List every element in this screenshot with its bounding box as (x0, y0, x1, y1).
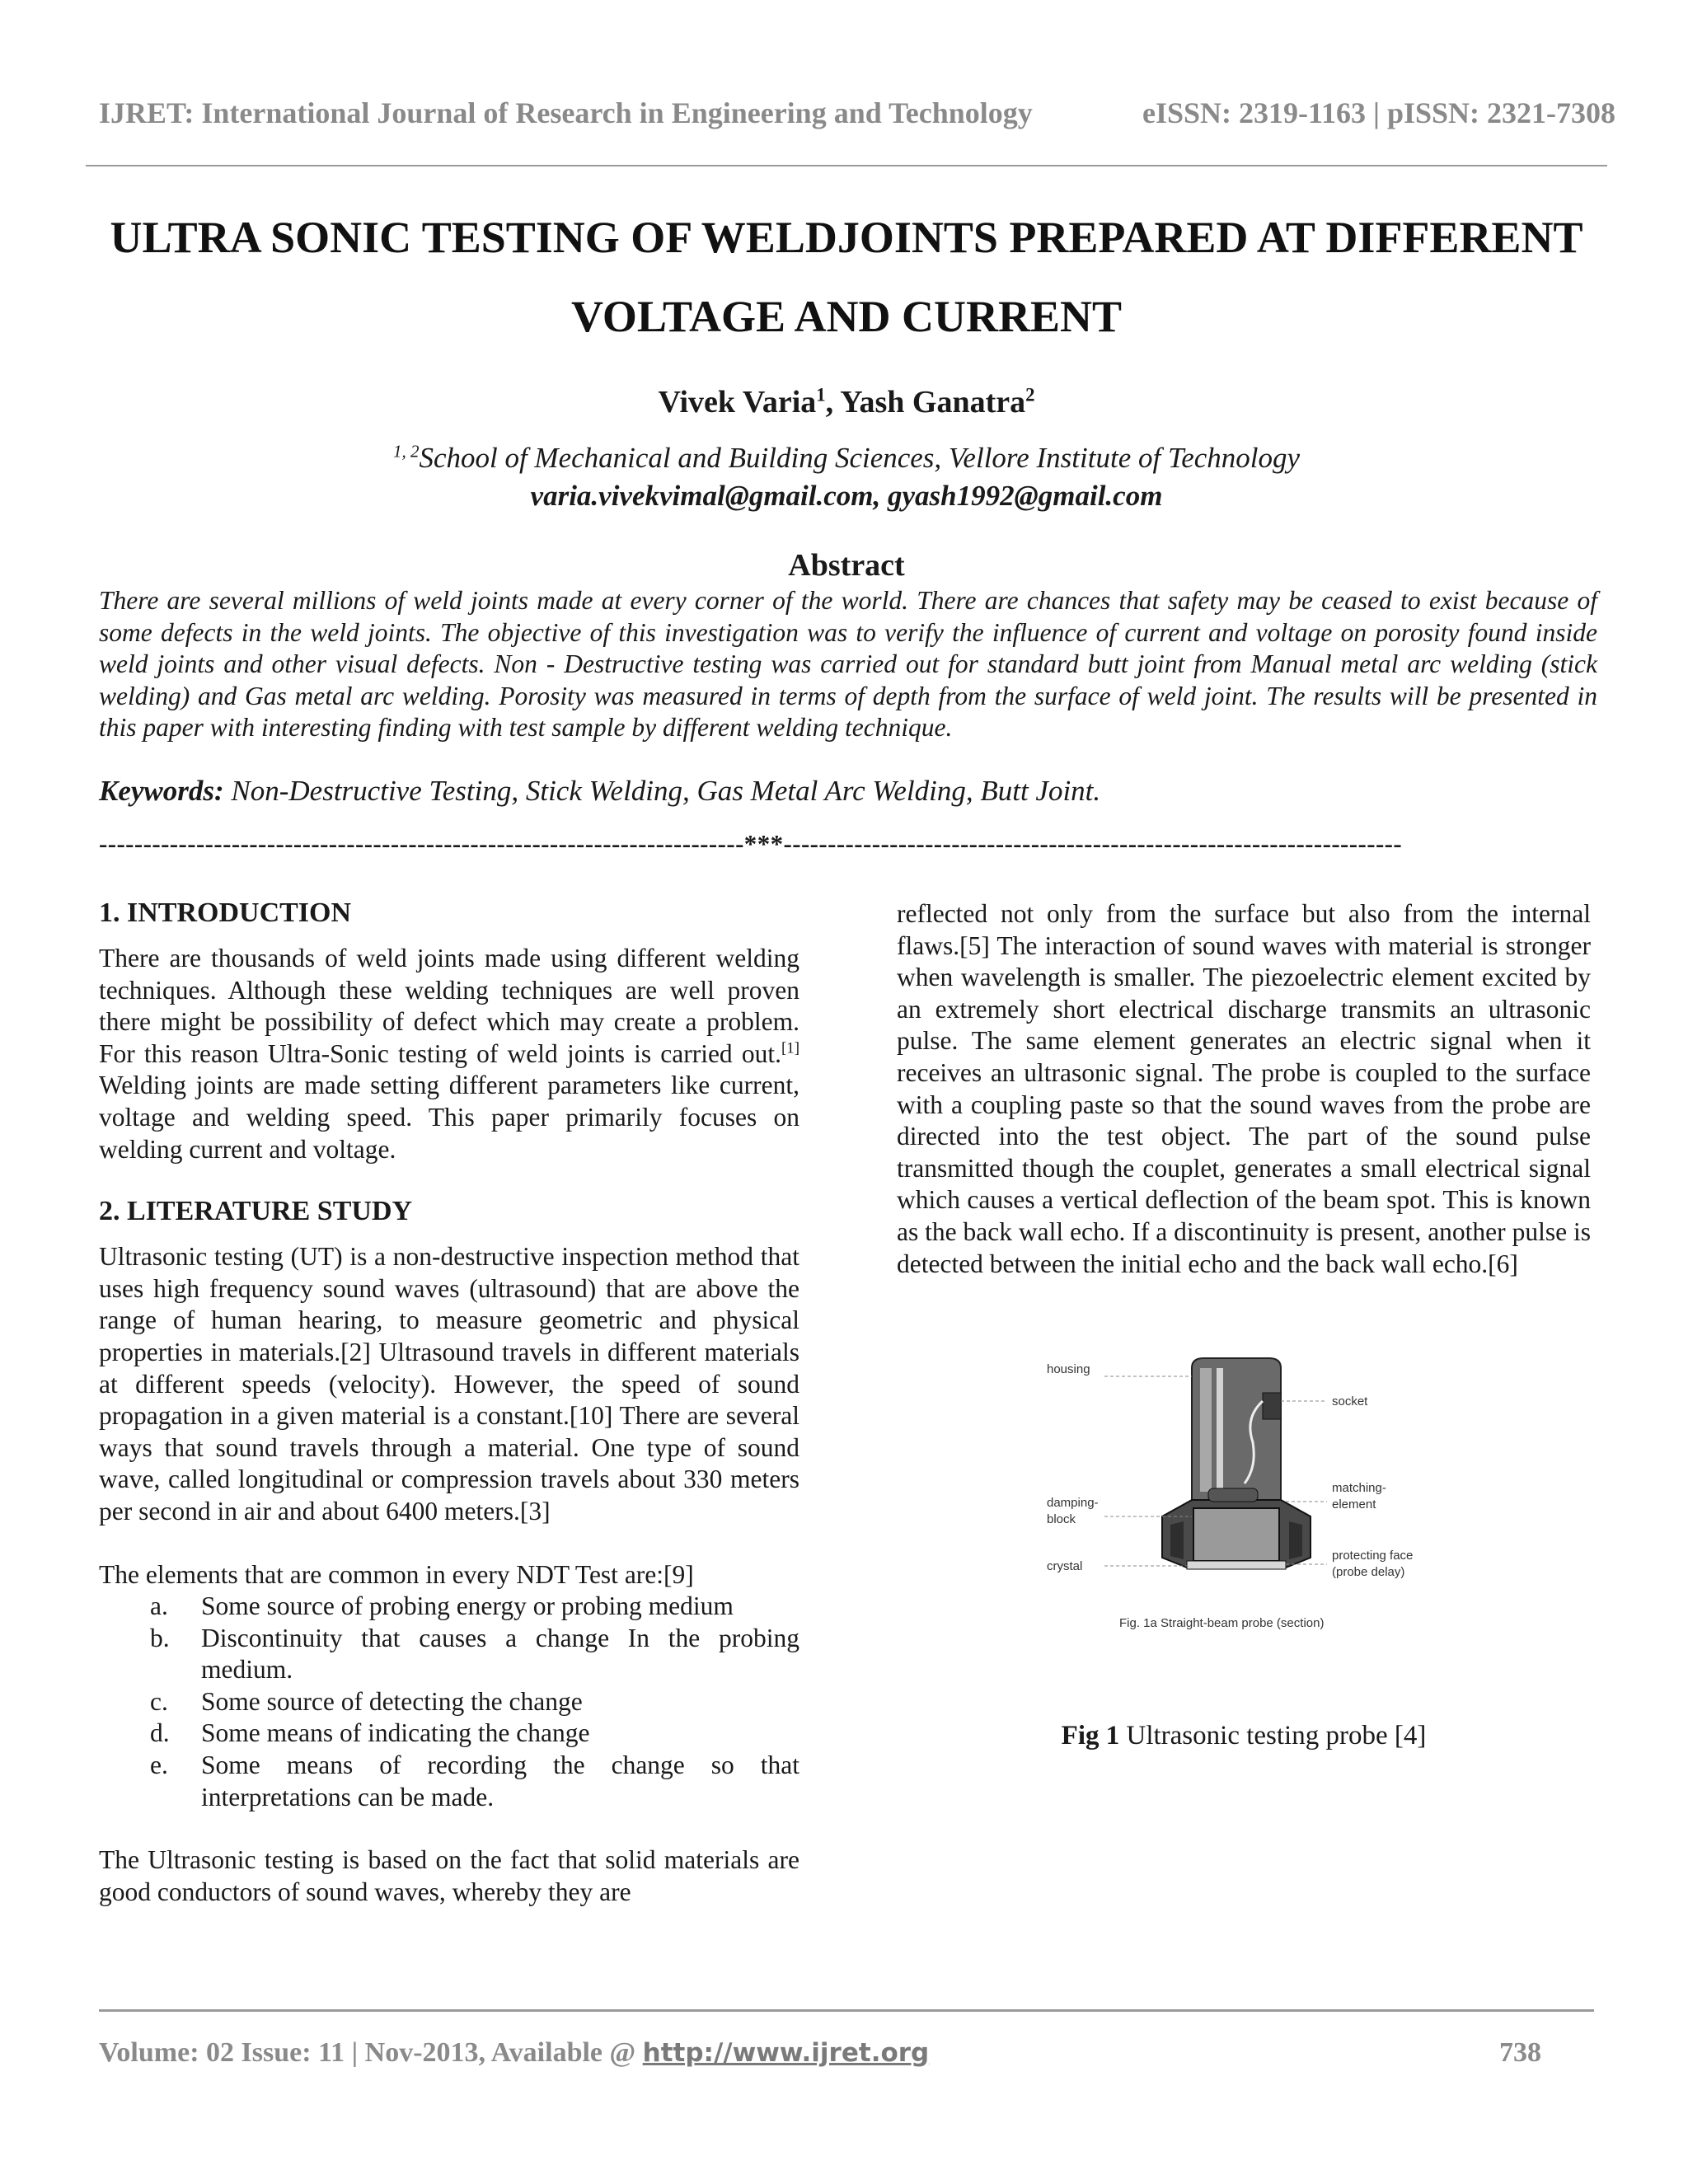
label-damping-2: block (1047, 1512, 1076, 1526)
title-line-1: ULTRA SONIC TESTING OF WELDJOINTS PREPARED AT DIFFERENT (110, 213, 1583, 262)
list-item-text: Some source of detecting the change (201, 1686, 583, 1716)
affiliation (86, 442, 1607, 475)
list-intro: The elements that are common in every NDT Test are:[9] (99, 1559, 694, 1589)
intro-text-b: Welding joints are made setting different parameters like current, voltage and welding speed. This paper primarily focuses on welding current and voltage. (99, 1071, 799, 1164)
footer-volume-text: Volume: 02 Issue: 11 | Nov-2013, Available @ (99, 2037, 643, 2068)
author-1-affil-mark: 1 (816, 384, 826, 405)
keywords (99, 775, 1597, 808)
author-1: Vivek Varia (658, 385, 817, 419)
list-item (150, 1718, 799, 1750)
intro-heading: 1. INTRODUCTION (99, 898, 352, 928)
literature-paragraph-1: Ultrasonic testing (UT) is a non-destructive inspection method that uses high frequency sound waves (ultrasound) that are above the range of human hearing, to measure geometric and physical properties in materials.[2] Ultrasound travels in different materials at different speeds (velocity). However, the speed of sound propagation in a given material is a constant.[10] There are several ways that sound travels through a material. One type of sound wave, called longitudinal or compression travels about 330 meters per second in air and about 6400 meters.[3] (99, 1242, 799, 1526)
footer-rule (99, 2009, 1594, 2012)
title-line-2: VOLTAGE AND CURRENT (570, 292, 1123, 341)
label-socket: socket (1332, 1394, 1368, 1408)
literature-paragraph-2: The Ultrasonic testing is based on the fact that solid materials are good conductors of sound waves, whereby they are (99, 1845, 799, 1906)
journal-name: IJRET: International Journal of Research in Engineering and Technology (99, 96, 1033, 129)
list-item-text: Some means of indicating the change (201, 1718, 590, 1748)
intro-text-a: There are thousands of weld joints made using different welding techniques. Although these welding techniques are well proven there might be possibility of defect which may create a problem. For this reason Ultra-Sonic testing of weld joints is carried out. (99, 944, 799, 1068)
probe-figure (1047, 1352, 1426, 1648)
right-column (897, 898, 1591, 1280)
page-number: 738 (1499, 2037, 1541, 2068)
label-protecting-1: protecting face (1332, 1549, 1414, 1563)
list-item (150, 1623, 799, 1686)
label-protecting-2: (probe delay) (1332, 1565, 1405, 1579)
authors (86, 384, 1607, 420)
label-damping-1: damping- (1047, 1496, 1099, 1510)
author-emails: varia.vivekvimal@gmail.com, gyash1992@gmail.com (530, 480, 1163, 512)
keywords-label: Keywords: (99, 775, 224, 807)
running-header (99, 96, 1615, 130)
paper-title (86, 198, 1607, 356)
intro-paragraph (99, 943, 799, 1165)
label-housing: housing (1047, 1362, 1090, 1376)
figure-caption (897, 1721, 1591, 1751)
figure-inner-caption: Fig. 1a Straight-beam probe (section) (1119, 1616, 1325, 1630)
keywords-text: Non-Destructive Testing, Stick Welding, Gas Metal Arc Welding, Butt Joint. (223, 775, 1101, 807)
author-2-affil-mark: 2 (1025, 384, 1035, 405)
affiliation-text: School of Mechanical and Building Sciences, Vellore Institute of Technology (419, 442, 1301, 474)
issn-info: eISSN: 2319-1163 | pISSN: 2321-7308 (1142, 96, 1615, 129)
footer-volume (99, 2037, 929, 2069)
abstract-text: There are several millions of weld joints made at every corner of the world. There are chances that safety may be ceased to exist because of some defects in the weld joints. The objective of this investigation was to verify the influence of current and voltage on porosity found inside weld joints and other visual defects. Non - Destructive testing was carried out for standard butt joint from Manual metal arc welding (stick welding) and Gas metal arc welding. Porosity was measured in terms of depth from the surface of weld joint. The results will be presented in this paper with interesting finding with test sample by different welding technique. (99, 586, 1597, 742)
figure-caption-label: Fig 1 (1061, 1721, 1120, 1750)
author-separator: , (825, 385, 841, 419)
label-matching-1: matching- (1332, 1481, 1386, 1495)
figure-caption-text: Ultrasonic testing probe [4] (1119, 1721, 1427, 1750)
footer-url-link[interactable]: http://www.ijret.org (642, 2038, 930, 2068)
list-item (150, 1591, 799, 1623)
literature-heading: 2. LITERATURE STUDY (99, 1196, 413, 1227)
right-paragraph: reflected not only from the surface but also from the internal flaws.[5] The interaction of sound waves with material is stronger when wavelength is smaller. The piezoelectric element excited by an extremely short electrical discharge transmits an ultrasonic pulse. The same element generates an electric signal when it receives an ultrasonic signal. The probe is coupled to the surface with a coupling paste so that the sound waves from the probe are directed into the test object. The part of the sound pulse transmitted though the couplet, generates a small electrical signal which causes a vertical deflection of the beam spot. This is known as the back wall echo. If a discontinuity is present, another pulse is detected between the initial echo and the back wall echo.[6] (897, 899, 1591, 1278)
intro-ref: [1] (781, 1039, 799, 1057)
label-crystal: crystal (1047, 1559, 1083, 1573)
probe-drawing (1162, 1358, 1311, 1569)
list-item-text: Some source of probing energy or probing medium (201, 1591, 734, 1621)
list-marker: d. (150, 1718, 170, 1748)
section-separator: -------------------------------------------------------------------------***---------------------------------------------------------------------- (99, 829, 1403, 858)
list-marker: a. (150, 1591, 168, 1621)
list-marker: e. (150, 1750, 168, 1780)
affiliation-mark: 1, 2 (392, 441, 420, 462)
list-item-text: Discontinuity that causes a change In the probing medium. (201, 1623, 799, 1685)
ndt-elements-list (99, 1591, 799, 1813)
author-2: Yash Ganatra (840, 385, 1026, 419)
list-item-text: Some means of recording the change so that interpretations can be made. (201, 1750, 799, 1811)
abstract-heading: Abstract (788, 548, 905, 583)
list-marker: b. (150, 1623, 170, 1652)
list-item (150, 1686, 799, 1718)
list-marker: c. (150, 1686, 168, 1716)
label-matching-2: element (1332, 1497, 1376, 1511)
header-rule (86, 165, 1607, 166)
list-item (150, 1750, 799, 1813)
page-footer (99, 2037, 1541, 2069)
left-column (99, 895, 799, 1908)
